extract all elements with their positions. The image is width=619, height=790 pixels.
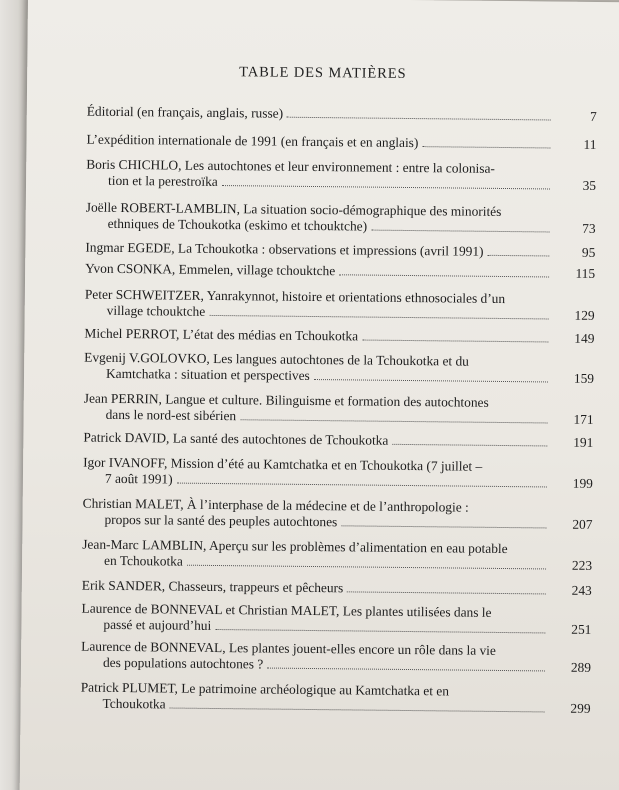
toc-entry-line: [84, 326, 552, 347]
toc-entry: [85, 240, 595, 261]
dot-leader: [371, 229, 550, 233]
dot-leader: [339, 274, 549, 278]
toc-entry-line-text: Jean PERRIN, Langue et culture. Bilinguisme et formation des autochtones: [83, 390, 489, 411]
toc-entry: [82, 537, 592, 574]
toc-entry-line-text: Erik SANDER, Chasseurs, trappeurs et pêcheurs: [81, 577, 344, 596]
toc-page-number: 11: [583, 136, 597, 152]
page-title: TABLE DES MATIÈRES: [239, 64, 407, 82]
toc-entry-line-text: village tchouktche: [106, 302, 206, 319]
toc-entry: [82, 578, 592, 599]
toc-entry-text: [86, 131, 554, 152]
toc-page-number: 171: [573, 411, 594, 428]
dot-leader: [177, 481, 547, 487]
dot-leader: [222, 184, 550, 189]
toc-entry-line: [85, 240, 553, 261]
dot-leader: [267, 667, 545, 672]
toc-entry-text: [87, 104, 555, 125]
toc-entry-text: [82, 496, 550, 533]
toc-entry: [86, 131, 596, 152]
toc-entry: [84, 391, 594, 428]
dot-leader: [314, 378, 548, 382]
dot-leader: [215, 628, 545, 633]
toc-entry-text: [86, 200, 554, 237]
toc-page-number: 223: [571, 557, 593, 573]
toc-entry-text: [83, 454, 551, 491]
toc-entry-line-text: Jean-Marc LAMBLIN, Aperçu sur les problèmes d’alimentation en eau potable: [82, 536, 508, 557]
toc-entry: [81, 639, 591, 676]
dot-leader: [347, 590, 546, 594]
toc-entry-line: [87, 104, 555, 125]
toc-entry-line-text: Boris CHICHLO, Les autochtones et leur environnement : entre la colonisa-: [86, 156, 495, 176]
toc-entry-line-text: en Tchoukotka: [104, 552, 183, 569]
toc-page-number: 243: [571, 582, 592, 599]
toc-entry: [87, 104, 597, 125]
toc-entry-line-text: Tchoukotka: [102, 696, 166, 712]
toc-entry-line-text: Yvon CSONKA, Emmelen, village tchouktche: [85, 261, 336, 279]
toc-entry-text: [81, 680, 549, 717]
toc-page-number: 159: [573, 370, 595, 387]
toc-entry-text: [85, 261, 553, 282]
toc-entry-line-text: Joëlle ROBERT-LAMBLIN, La situation socio-démographique des minorités: [85, 200, 502, 220]
toc-entry-line-text: propos sur la santé des peuples autochtones: [104, 511, 338, 530]
toc-entry: [82, 496, 592, 533]
toc-entry-text: [81, 639, 549, 676]
toc-entry-text: [84, 326, 552, 347]
toc-entry-line-text: ethniques de Tchoukotka (eskimo et tchouktche): [107, 216, 368, 235]
toc-entry-text: [81, 600, 549, 637]
toc-entry-text: [85, 240, 553, 261]
toc-entry-line-text: Evgenij V.GOLOVKO, Les langues autochtones de la Tchoukotka et du: [84, 349, 469, 369]
table-of-contents: [81, 104, 597, 718]
toc-entry-line-text: L’expédition internationale de 1991 (en français et en anglais): [86, 131, 419, 150]
book-page: [20, 0, 619, 790]
toc-entry-line-text: passé et aujourd’hui: [103, 616, 212, 633]
toc-page-number: 299: [570, 700, 591, 717]
toc-entry-text: [86, 156, 554, 193]
dot-leader: [341, 524, 546, 528]
toc-entry-line: [85, 261, 553, 282]
dot-leader: [209, 313, 548, 319]
dot-leader: [287, 116, 551, 121]
toc-entry-line-text: Kamtchatka : situation et perspectives: [105, 365, 310, 384]
toc-entry-line-text: 7 août 1991): [104, 470, 173, 487]
toc-entry-line-text: Patrick PLUMET, Le patrimoine archéologique au Kamtchatka et en: [80, 679, 450, 699]
toc-entry: [84, 326, 594, 347]
toc-entry-line-text: Michel PERROT, L’état des médias en Tchoukotka: [84, 325, 359, 344]
toc-entry-line-text: Peter SCHWEITZER, Yanrakynnot, histoire et orientations ethnosociales d’un: [84, 286, 506, 306]
toc-entry-line-text: Christian MALET, À l’interphase de la médecine et de l’anthropologie :: [82, 495, 469, 515]
toc-entry: [85, 286, 595, 323]
toc-entry-line-text: Laurence de BONNEVAL, Les plantes jouent-elles encore un rôle dans la vie: [81, 638, 496, 659]
toc-entry: [86, 156, 596, 193]
toc-entry-text: [82, 578, 550, 599]
toc-page-number: 95: [581, 245, 596, 261]
toc-entry-line-text: dans le nord-est sibérien: [105, 407, 237, 424]
toc-entry-text: [84, 391, 552, 428]
toc-entry-line-text: Ingmar EGEDE, La Tchoukotka : observations et impressions (avril 1991): [85, 239, 484, 260]
toc-entry: [81, 680, 591, 717]
toc-entry: [83, 429, 593, 450]
toc-page-number: 251: [571, 621, 592, 637]
toc-page-number: 73: [582, 221, 596, 237]
toc-page-number: 129: [574, 307, 595, 323]
toc-entry-line: [82, 578, 550, 599]
dot-leader: [488, 254, 550, 257]
toc-page-number: 207: [572, 516, 593, 532]
toc-entry-line-text: Laurence de BONNEVAL et Christian MALET, Les plantes utilisées dans le: [81, 600, 492, 620]
toc-entry: [86, 200, 596, 237]
toc-entry: [83, 454, 593, 491]
toc-entry-line: [83, 429, 551, 450]
toc-entry-line-text: tion et la perestroïka: [107, 172, 218, 189]
toc-page-number: 7: [589, 108, 597, 124]
toc-page-number: 149: [574, 331, 595, 347]
toc-entry-text: [84, 350, 552, 387]
toc-entry: [81, 600, 591, 637]
toc-entry-line-text: Patrick DAVID, La santé des autochtones de Tchoukotka: [83, 429, 389, 448]
dot-leader: [422, 145, 550, 148]
dot-leader: [392, 443, 547, 447]
toc-page-number: 191: [573, 434, 594, 450]
dot-leader: [240, 418, 547, 423]
toc-entry-line-text: des populations autochtones ?: [102, 654, 264, 672]
toc-entry-text: [85, 286, 553, 323]
toc-page-number: 199: [572, 475, 594, 491]
toc-entry-text: [83, 429, 551, 450]
toc-entry-line: [86, 131, 554, 152]
toc-entry: [84, 350, 594, 387]
toc-entry-text: [82, 537, 550, 574]
toc-entry-line-text: Igor IVANOFF, Mission d’été au Kamtchatka et en Tchoukotka (7 juillet –: [83, 454, 483, 474]
toc-entry: [85, 261, 595, 282]
dot-leader: [362, 339, 548, 343]
toc-entry-line-text: Éditorial (en français, anglais, russe): [86, 103, 284, 121]
toc-page-number: 115: [575, 266, 596, 282]
toc-page-number: 35: [582, 177, 597, 193]
dot-leader: [187, 564, 546, 570]
toc-page-number: 289: [570, 659, 592, 676]
dot-leader: [170, 707, 545, 713]
